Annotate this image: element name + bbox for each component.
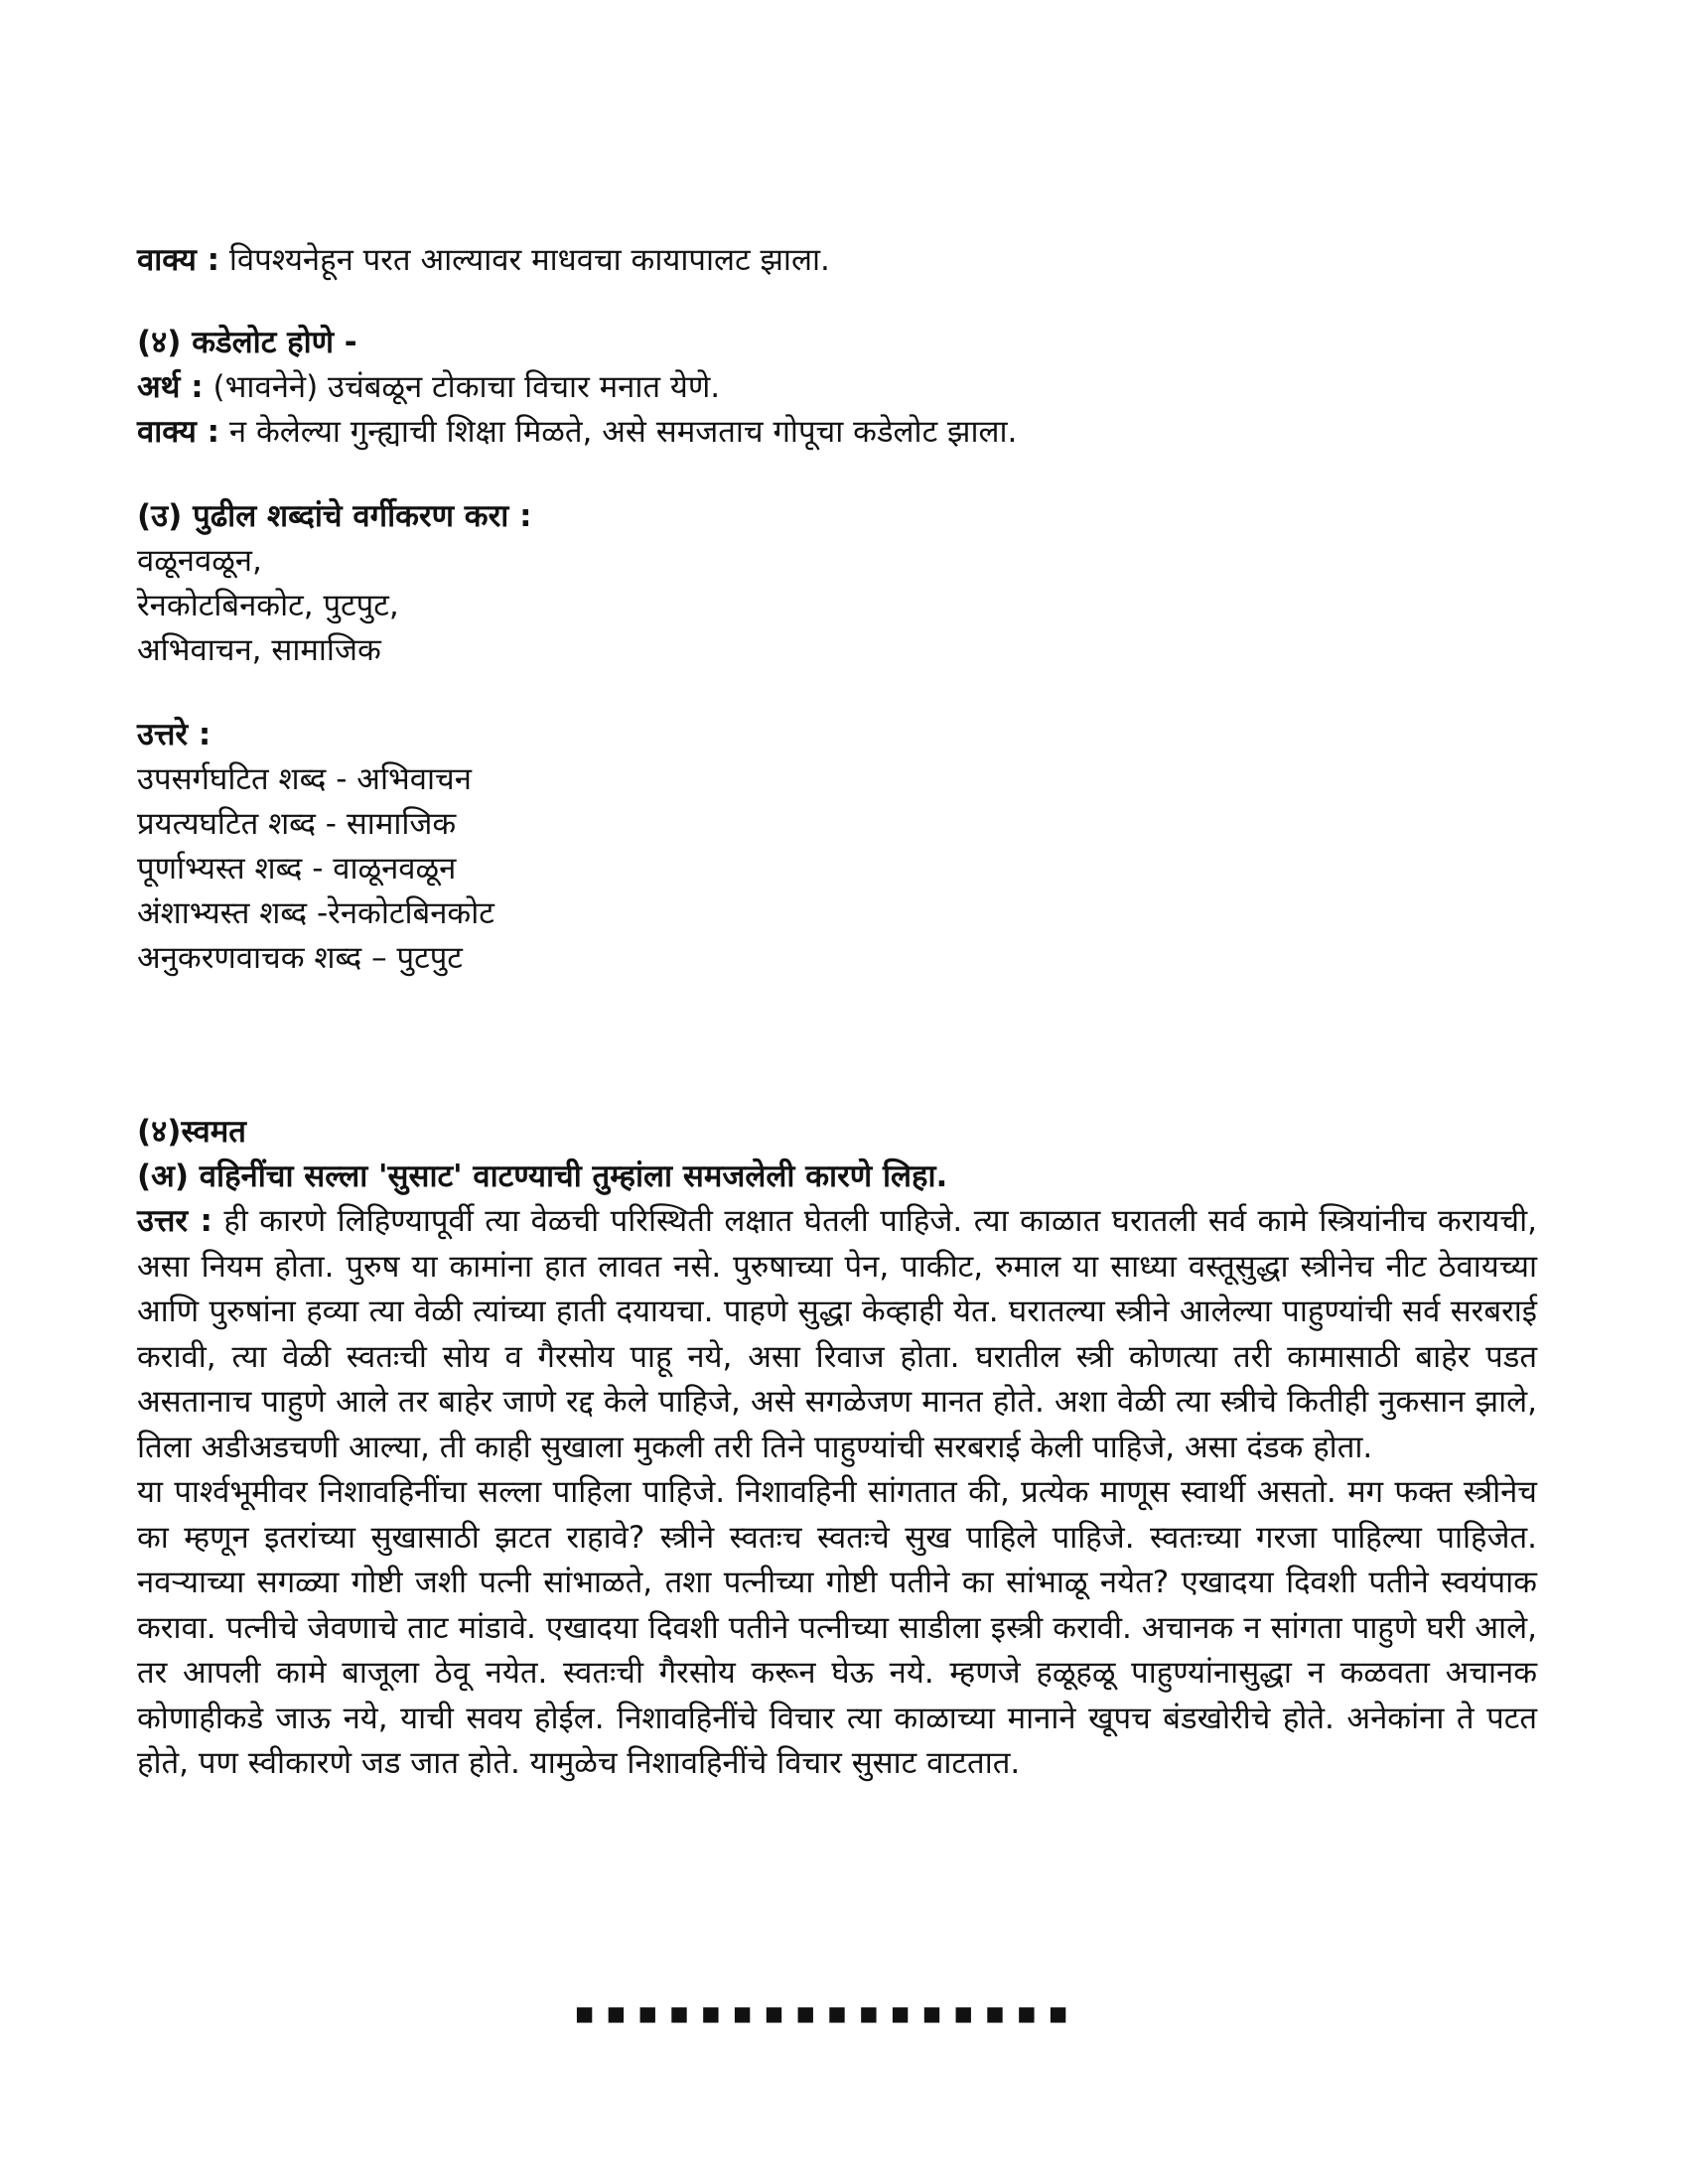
- cut-off-text-line: [137, 1995, 1537, 2031]
- classify-word-line: वळूनवळून,: [137, 543, 262, 579]
- artha-label: अर्थ :: [137, 369, 204, 405]
- vakya-label-2: वाक्य :: [137, 414, 220, 450]
- answer-item: पूर्णाभ्यस्त शब्द - वाळूनवळून: [137, 851, 457, 887]
- swamat-heading: (४)स्वमत: [137, 1114, 246, 1150]
- document-content: [137, 238, 1537, 1787]
- item-4-sentence: [137, 410, 1537, 455]
- swamat-answer-para-1: [137, 1199, 1537, 1470]
- swamat-answer-para-2: या पार्श्वभूमीवर निशावहिनींचा सल्ला पाहिला पाहिजे. निशावहिनी सांगतात की, प्रत्येक माणूस स्वार्थी असतो. मग फक्त स्त्रीनेच का म्हणून इतरांच्या सुखासाठी झटत राहावे? स्त्रीने स्वतःच स्वतःचे सुख पाहिले पाहिजे. स्वतःच्या गरजा पाहिल्या पाहिजेत. नवऱ्याच्या सगळ्या गोष्टी जशी पत्नी सांभाळते, तशा पत्नीच्या गोष्टी पतीने का सांभाळू नयेत? एखादया दिवशी पतीने स्वयंपाक करावा. पत्नीचे जेवणाचे ताट मांडावे. एखादया दिवशी पतीने पत्नीच्या साडीला इस्त्री करावी. अचानक न सांगता पाहुणे घरी आले, तर आपली कामे बाजूला ठेवू नयेत. स्वतःची गैरसोय करून घेऊ नये. म्हणजे हळूहळू पाहुण्यांनासुद्धा न कळवता अचानक कोणाहीकडे जाऊ नये, याची सवय होईल. निशावहिनींचे विचार त्या काळाच्या मानाने खूपच बंडखोरीचे होते. अनेकांना ते पटत होते, पण स्वीकारणे जड जात होते. यामुळेच निशावहिनींचे विचार सुसाट वाटतात.: [137, 1474, 1537, 1781]
- item-4-heading: (४) कडेलोट होणे -: [137, 325, 357, 360]
- classify-heading: (उ) पुढील शब्दांचे वर्गीकरण करा :: [137, 498, 532, 534]
- cut-off-text: ▪ ▪ ▪ ▪ ▪ ▪ ▪ ▪ ▪ ▪ ▪ ▪ ▪ ▪ ▪ ▪: [574, 1995, 1069, 2031]
- classify-word-line: अभिवाचन, सामाजिक: [137, 632, 381, 668]
- artha-text: (भावनेने) उचंबळून टोकाचा विचार मनात येणे.: [212, 369, 721, 405]
- vakya-text-2: न केलेल्या गुन्ह्याची शिक्षा मिळते, असे समजताच गोपूचा कडेलोट झाला.: [228, 414, 1018, 450]
- classify-word-line: रेनकोटबिनकोट, पुटपुट,: [137, 588, 399, 623]
- item-4-meaning: [137, 365, 1537, 410]
- answer-item: अनुकरणवाचक शब्द – पुटपुट: [137, 940, 463, 976]
- vakya-label: वाक्य :: [137, 242, 220, 278]
- answer-item: प्रयत्यघटित शब्द - सामाजिक: [137, 806, 457, 842]
- uttar-label: उत्तर :: [137, 1203, 212, 1239]
- para-1-text: ही कारणे लिहिण्यापूर्वी त्या वेळची परिस्थिती लक्षात घेतली पाहिजे. त्या काळात घरातली सर्व कामे स्त्रियांनीच करायची, असा नियम होता. पुरुष या कामांना हात लावत नसे. पुरुषाच्या पेन, पाकीट, रुमाल या साध्या वस्तूसुद्धा स्त्रीनेच नीट ठेवायच्या आणि पुरुषांना हव्या त्या वेळी त्यांच्या हाती दयायचा. पाहणे सुद्धा केव्हाही येत. घरातल्या स्त्रीने आलेल्या पाहुण्यांची सर्व सरबराई करावी, त्या वेळी स्वतःची सोय व गैरसोय पाहू नये, असा रिवाज होता. घरातील स्त्री कोणत्या तरी कामासाठी बाहेर पडत असतानाच पाहुणे आले तर बाहेर जाणे रद्द केले पाहिजे, असे सगळेजण मानत होते. अशा वेळी त्या स्त्रीचे कितीही नुकसान झाले, तिला अडीअडचणी आल्या, ती काही सुखाला मुकली तरी तिने पाहुण्यांची सरबराई केली पाहिजे, असा दंडक होता.: [137, 1203, 1537, 1465]
- answers-heading: उत्तरे :: [137, 717, 211, 752]
- answer-item: उपसर्गघटित शब्द - अभिवाचन: [137, 761, 472, 797]
- swamat-question: (अ) वहिनींचा सल्ला 'सुसाट' वाटण्याची तुम्हांला समजलेली कारणे लिहा.: [137, 1159, 948, 1194]
- kayapalat-example: [137, 238, 1537, 283]
- answer-item: अंशाभ्यस्त शब्द -रेनकोटबिनकोट: [137, 895, 494, 931]
- vakya-text: विपश्यनेहून परत आल्यावर माधवचा कायापालट झाला.: [228, 242, 830, 278]
